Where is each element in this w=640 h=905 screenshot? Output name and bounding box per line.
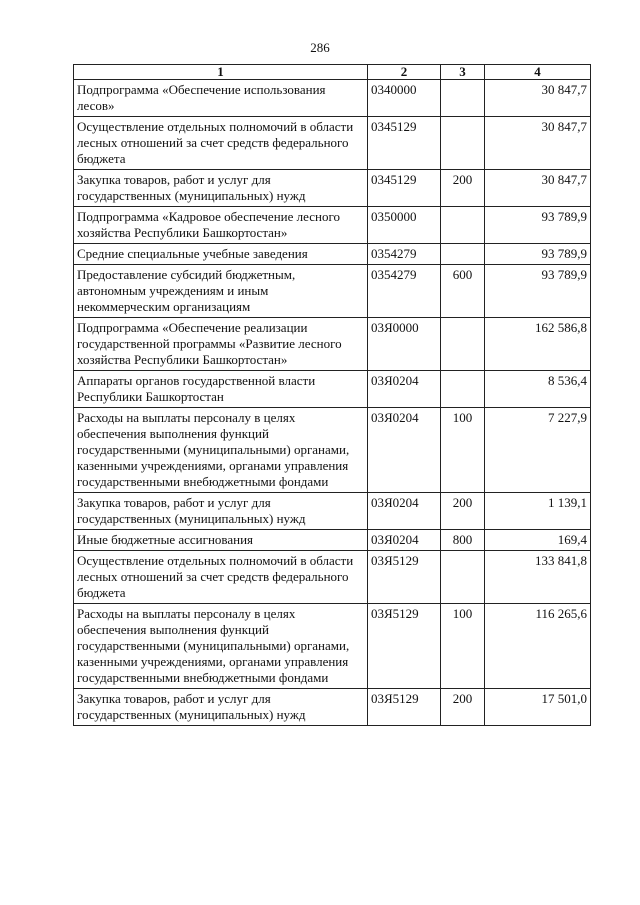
row-name: Осуществление отдельных полномочий в области лесных отношений за счет средств федерального бюджета (74, 117, 368, 170)
row-name: Закупка товаров, работ и услуг для государственных (муниципальных) нужд (74, 170, 368, 207)
row-name: Средние специальные учебные заведения (74, 244, 368, 265)
table-row (74, 170, 591, 207)
header-col-4: 4 (485, 65, 591, 80)
table-row (74, 244, 591, 265)
row-amount: 169,4 (485, 530, 591, 551)
row-name: Подпрограмма «Кадровое обеспечение лесного хозяйства Республики Башкортостан» (74, 207, 368, 244)
table-row (74, 689, 591, 726)
header-col-2: 2 (368, 65, 441, 80)
table-row (74, 493, 591, 530)
row-name: Осуществление отдельных полномочий в области лесных отношений за счет средств федерального бюджета (74, 551, 368, 604)
row-type (441, 551, 485, 604)
row-code: 03Я0204 (368, 493, 441, 530)
row-amount: 93 789,9 (485, 207, 591, 244)
row-code: 0345129 (368, 117, 441, 170)
row-type (441, 371, 485, 408)
row-code: 03Я5129 (368, 604, 441, 689)
row-type: 200 (441, 170, 485, 207)
row-type (441, 80, 485, 117)
row-amount: 133 841,8 (485, 551, 591, 604)
row-amount: 17 501,0 (485, 689, 591, 726)
header-col-1: 1 (74, 65, 368, 80)
row-amount: 30 847,7 (485, 170, 591, 207)
row-type (441, 244, 485, 265)
row-name: Подпрограмма «Обеспечение использования лесов» (74, 80, 368, 117)
row-name: Предоставление субсидий бюджетным, автономным учреждениям и иным некоммерческим организациям (74, 265, 368, 318)
page-number: 286 (310, 40, 330, 55)
row-type (441, 318, 485, 371)
table-header (74, 65, 591, 80)
row-code: 03Я0204 (368, 530, 441, 551)
row-type: 200 (441, 493, 485, 530)
row-code: 0354279 (368, 265, 441, 318)
table-row (74, 604, 591, 689)
table-row (74, 408, 591, 493)
row-code: 03Я0204 (368, 371, 441, 408)
row-code: 03Я0204 (368, 408, 441, 493)
row-name: Закупка товаров, работ и услуг для государственных (муниципальных) нужд (74, 689, 368, 726)
table-row (74, 318, 591, 371)
row-code: 0345129 (368, 170, 441, 207)
row-amount: 93 789,9 (485, 265, 591, 318)
table-row (74, 207, 591, 244)
row-amount: 116 265,6 (485, 604, 591, 689)
row-code: 0354279 (368, 244, 441, 265)
row-code: 03Я0000 (368, 318, 441, 371)
row-type: 100 (441, 408, 485, 493)
row-type (441, 117, 485, 170)
row-name: Расходы на выплаты персоналу в целях обеспечения выполнения функций государственными (муниципальными) органами, казенными учреждениями, органами управления государственными внебюджетными фондами (74, 604, 368, 689)
row-amount: 30 847,7 (485, 80, 591, 117)
row-name: Подпрограмма «Обеспечение реализации государственной программы «Развитие лесного хозяйства Республики Башкортостан» (74, 318, 368, 371)
row-amount: 7 227,9 (485, 408, 591, 493)
row-name: Аппараты органов государственной власти Республики Башкортостан (74, 371, 368, 408)
row-type (441, 207, 485, 244)
row-amount: 30 847,7 (485, 117, 591, 170)
row-amount: 8 536,4 (485, 371, 591, 408)
table-row (74, 117, 591, 170)
row-type: 100 (441, 604, 485, 689)
row-type: 800 (441, 530, 485, 551)
table-row (74, 530, 591, 551)
header-col-3: 3 (441, 65, 485, 80)
table-row (74, 265, 591, 318)
row-code: 0340000 (368, 80, 441, 117)
table-row (74, 80, 591, 117)
row-type: 600 (441, 265, 485, 318)
row-amount: 1 139,1 (485, 493, 591, 530)
row-code: 03Я5129 (368, 689, 441, 726)
row-code: 03Я5129 (368, 551, 441, 604)
row-name: Закупка товаров, работ и услуг для государственных (муниципальных) нужд (74, 493, 368, 530)
row-amount: 162 586,8 (485, 318, 591, 371)
row-type: 200 (441, 689, 485, 726)
budget-table (73, 64, 591, 726)
row-name: Иные бюджетные ассигнования (74, 530, 368, 551)
row-amount: 93 789,9 (485, 244, 591, 265)
row-name: Расходы на выплаты персоналу в целях обеспечения выполнения функций государственными (муниципальными) органами, казенными учреждениями, органами управления государственными внебюджетными фондами (74, 408, 368, 493)
row-code: 0350000 (368, 207, 441, 244)
header-row (74, 65, 591, 80)
table-row (74, 551, 591, 604)
table-row (74, 371, 591, 408)
